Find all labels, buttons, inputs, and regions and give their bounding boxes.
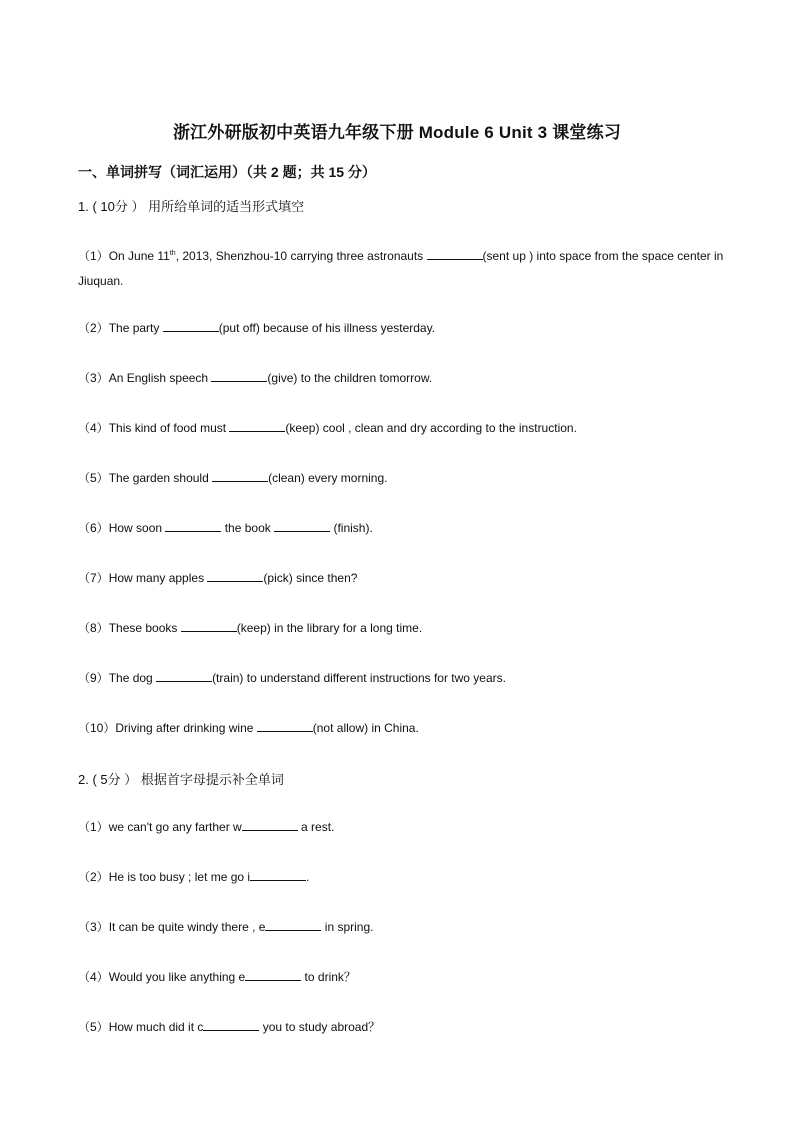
item-text: Driving after drinking wine [115, 721, 257, 735]
item-text: (clean) every morning. [268, 471, 388, 485]
item-number: （7） [78, 571, 109, 585]
item-text: These books [108, 621, 181, 635]
item-number: （4） [78, 970, 109, 984]
answer-blank[interactable] [274, 519, 330, 532]
answer-blank[interactable] [156, 669, 212, 682]
item-text: (give) to the children tomorrow. [267, 371, 433, 385]
answer-blank[interactable] [245, 968, 301, 981]
answer-blank[interactable] [165, 519, 221, 532]
answer-blank[interactable] [250, 868, 306, 881]
ordinal-suffix: th [169, 250, 176, 257]
item-text: we can't go any farther w [108, 820, 242, 834]
item-number: （5） [78, 471, 109, 485]
q2-item-1 [78, 815, 728, 840]
item-number: （3） [78, 920, 109, 934]
answer-blank[interactable] [257, 719, 313, 732]
item-text: The dog [108, 671, 157, 685]
answer-blank[interactable] [212, 469, 268, 482]
q1-item-6 [78, 516, 728, 541]
item-text: The party [108, 321, 163, 335]
q1-item-8 [78, 616, 728, 641]
item-text: (train) to understand different instructions for two years. [212, 671, 506, 685]
item-text: (finish). [330, 521, 373, 535]
question-2-heading: 2. ( 5分 ） 根据首字母提示补全单词 [78, 772, 284, 787]
item-text: How much did it c [108, 1020, 204, 1034]
q1-item-4 [78, 416, 728, 441]
answer-blank[interactable] [163, 319, 219, 332]
item-text: (keep) in the library for a long time. [236, 621, 423, 635]
answer-blank[interactable] [242, 818, 298, 831]
item-number: （3） [78, 371, 109, 385]
q1-item-9 [78, 666, 728, 691]
item-number: （6） [78, 521, 109, 535]
item-text: in spring. [321, 920, 374, 934]
item-number: （4） [78, 421, 109, 435]
q1-item-10 [78, 716, 728, 741]
item-text: How soon [108, 521, 166, 535]
answer-blank[interactable] [203, 1018, 259, 1031]
q1-item-3 [78, 366, 728, 391]
item-text: (put off) because of his illness yesterday. [218, 321, 436, 335]
answer-blank[interactable] [229, 419, 285, 432]
q1-item-2 [78, 316, 728, 341]
item-number: （8） [78, 621, 109, 635]
item-text: (keep) cool , clean and dry according to the instruction. [285, 421, 577, 435]
q1-item-5 [78, 466, 728, 491]
item-number: （2） [78, 870, 109, 884]
item-number: （10） [78, 721, 116, 735]
item-text: This kind of food must [108, 421, 230, 435]
page-title: 浙江外研版初中英语九年级下册 Module 6 Unit 3 课堂练习 [172, 123, 622, 142]
item-text: The garden should [108, 471, 213, 485]
item-number: （2） [78, 321, 109, 335]
item-text: you to study abroad？ [259, 1020, 381, 1034]
answer-blank[interactable] [207, 569, 263, 582]
q2-item-2 [78, 865, 728, 890]
item-text: An English speech [108, 371, 212, 385]
item-text: On June 11 [108, 249, 170, 263]
item-text: , 2013, Shenzhou-10 carrying three astronauts [175, 249, 427, 263]
item-text: How many apples [108, 571, 208, 585]
item-number: （1） [78, 249, 109, 263]
q1-item-7 [78, 566, 728, 591]
item-text: a rest. [297, 820, 335, 834]
answer-blank[interactable] [265, 918, 321, 931]
q2-item-3 [78, 915, 728, 940]
item-text: to drink？ [301, 970, 356, 984]
item-text: the book [221, 521, 275, 535]
answer-blank[interactable] [181, 619, 237, 632]
item-number: （1） [78, 820, 109, 834]
item-text: He is too busy ; let me go i [108, 870, 251, 884]
item-number: （9） [78, 671, 109, 685]
answer-blank[interactable] [427, 247, 483, 260]
q1-item-1 [78, 241, 728, 294]
item-text: . [306, 870, 310, 884]
item-number: （5） [78, 1020, 109, 1034]
q2-item-5 [78, 1015, 728, 1040]
answer-blank[interactable] [211, 369, 267, 382]
item-text: It can be quite windy there , e [108, 920, 266, 934]
section-heading: 一、单词拼写（词汇运用）（共 2 题；共 15 分） [78, 164, 376, 180]
item-text: (sent up ) into space from the space center in Jiuquan. [78, 249, 724, 288]
item-text: Would you like anything e [108, 970, 246, 984]
question-1-heading: 1. ( 10分 ） 用所给单词的适当形式填空 [78, 199, 305, 214]
item-text: (not allow) in China. [312, 721, 419, 735]
item-text: (pick) since then? [263, 571, 358, 585]
q2-item-4 [78, 965, 728, 990]
